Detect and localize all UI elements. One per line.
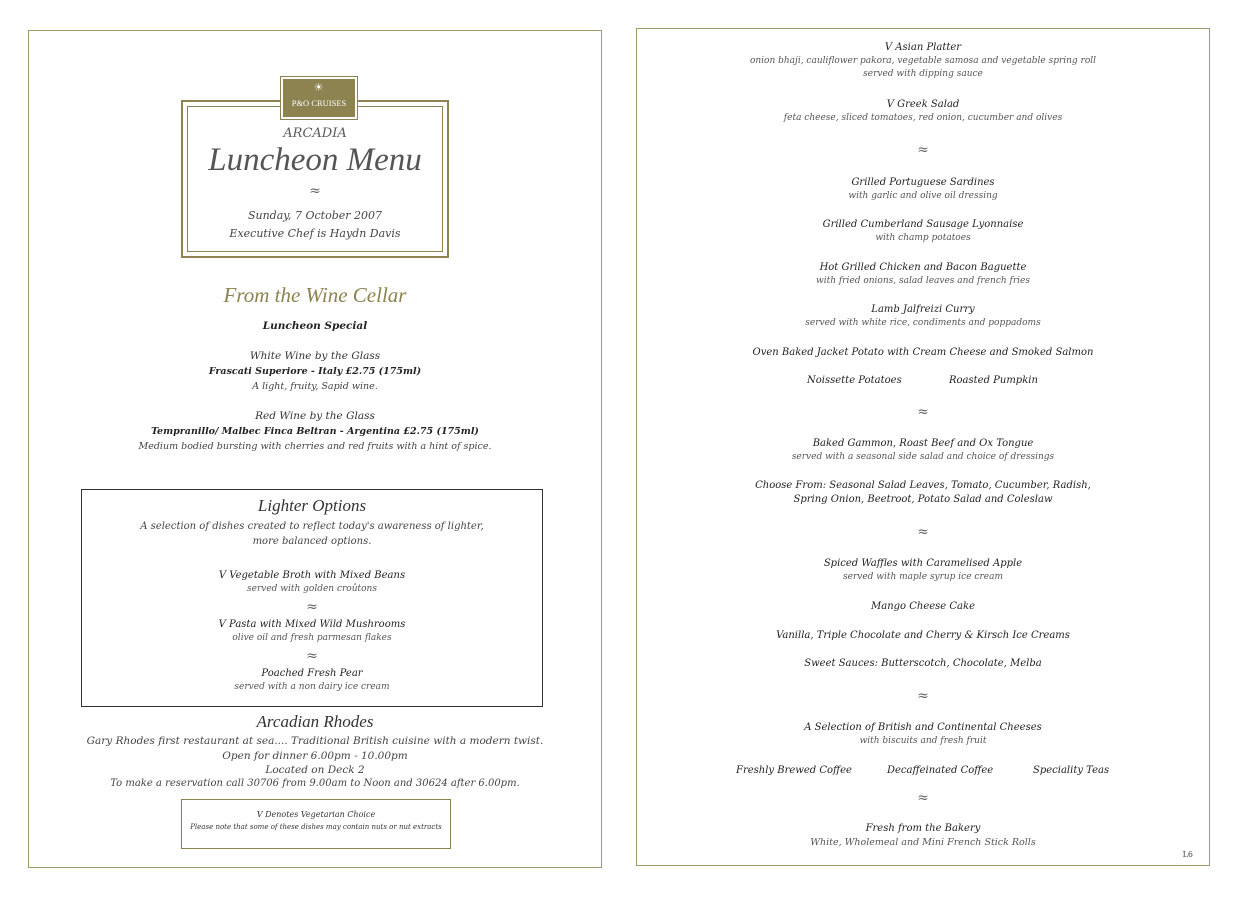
- side-dish: Noissette Potatoes: [807, 375, 902, 386]
- dish-name: Spiced Waffles with Caramelised Apple: [823, 558, 1023, 569]
- luncheon-special-label: Luncheon Special: [262, 320, 368, 332]
- page-number: L6: [1182, 850, 1193, 859]
- dish-desc: served with a seasonal side salad and choice of dressings: [791, 452, 1055, 462]
- list-item: [82, 668, 542, 692]
- dish-name: A Selection of British and Continental Cheeses: [804, 722, 1042, 733]
- red-wine-name: Tempranillo/ Malbec Finca Beltran - Argentina £2.75 (175ml): [151, 426, 479, 437]
- red-wine-title: Red Wine by the Glass: [255, 410, 375, 422]
- drink-item: Speciality Teas: [1033, 765, 1110, 776]
- list-item: [637, 219, 1209, 243]
- dish-name: Fresh from the Bakery: [865, 823, 981, 834]
- list-item: [637, 601, 1209, 612]
- dish-name: V Greek Salad: [886, 99, 960, 110]
- side-dish: Roasted Pumpkin: [949, 375, 1038, 386]
- swirl-ornament-icon: ≈: [917, 404, 929, 420]
- swirl-ornament-icon: ≈: [917, 790, 929, 806]
- lighter-options-title: Lighter Options: [257, 496, 367, 515]
- drink-item: Freshly Brewed Coffee: [736, 765, 852, 776]
- list-item: [637, 438, 1209, 462]
- dish-desc: served with maple syrup ice cream: [843, 572, 1003, 582]
- po-cruises-logo: [281, 77, 357, 119]
- dish-name: V Pasta with Mixed Wild Mushrooms: [218, 619, 406, 630]
- list-item: [637, 262, 1209, 286]
- list-item: [637, 347, 1209, 358]
- rhodes-line-1: Gary Rhodes first restaurant at sea.... Traditional British cuisine with a modern twist.: [86, 735, 544, 747]
- dish-desc: served with a non dairy ice cream: [234, 682, 390, 692]
- swirl-ornament-icon: ≈: [917, 524, 929, 540]
- rhodes-line-2: Open for dinner 6.00pm - 10.00pm: [222, 750, 408, 762]
- swirl-ornament-icon: ≈: [306, 599, 318, 615]
- dish-name: Hot Grilled Chicken and Bacon Baguette: [819, 262, 1027, 273]
- list-item: [637, 99, 1209, 123]
- lighter-options-box: [81, 489, 543, 707]
- list-item: [637, 42, 1209, 79]
- left-menu-page: [28, 30, 602, 868]
- dish-desc: onion bhaji, cauliflower pakora, vegetable samosa and vegetable spring roll: [749, 56, 1097, 66]
- dish-desc: served with dipping sauce: [863, 69, 983, 79]
- dish-name: Sweet Sauces: Butterscotch, Chocolate, Melba: [804, 658, 1042, 669]
- dish-desc: olive oil and fresh parmesan flakes: [232, 633, 392, 643]
- dish-desc: with champ potatoes: [875, 233, 971, 243]
- dish-desc: with biscuits and fresh fruit: [859, 736, 987, 746]
- arcadian-rhodes-title: Arcadian Rhodes: [256, 712, 374, 731]
- logo-brand-text: P&O CRUISES: [291, 98, 347, 108]
- dish-name: V Vegetable Broth with Mixed Beans: [218, 570, 406, 581]
- menu-title: Luncheon Menu: [208, 142, 422, 178]
- list-item: [637, 823, 1209, 848]
- drink-item: Decaffeinated Coffee: [887, 765, 994, 776]
- list-item: [637, 480, 1209, 505]
- vegetarian-note: V Denotes Vegetarian Choice: [256, 810, 376, 819]
- white-wine-desc: A light, fruity, Sapid wine.: [252, 381, 378, 392]
- list-item: [82, 619, 542, 643]
- right-menu-page: [636, 28, 1210, 866]
- dish-name: Lamb Jalfreizi Curry: [871, 304, 975, 315]
- dish-name: Choose From: Seasonal Salad Leaves, Tomato, Cucumber, Radish,: [755, 480, 1091, 491]
- list-item: [82, 570, 542, 594]
- list-item: [637, 658, 1209, 669]
- dish-name-cont: Spring Onion, Beetroot, Potato Salad and Coleslaw: [793, 494, 1053, 505]
- list-item: [637, 630, 1209, 641]
- swirl-ornament-icon: ≈: [309, 183, 321, 199]
- wine-cellar-heading: From the Wine Cellar: [223, 283, 407, 307]
- dish-desc: feta cheese, sliced tomatoes, red onion, cucumber and olives: [783, 113, 1063, 123]
- dish-desc: White, Wholemeal and Mini French Stick Rolls: [810, 837, 1036, 848]
- dish-name: Poached Fresh Pear: [261, 668, 363, 679]
- swirl-ornament-icon: ≈: [917, 142, 929, 158]
- dish-desc: served with white rice, condiments and poppadoms: [805, 318, 1041, 328]
- lighter-intro-2: more balanced options.: [252, 536, 372, 547]
- dish-desc: served with golden croûtons: [247, 584, 377, 594]
- dish-name: Mango Cheese Cake: [871, 601, 975, 612]
- swirl-ornament-icon: ≈: [306, 648, 318, 664]
- vegetarian-note-box: [181, 799, 451, 849]
- list-item: [637, 177, 1209, 201]
- dish-name: V Asian Platter: [884, 42, 962, 53]
- dish-desc: with fried onions, salad leaves and french fries: [816, 276, 1030, 286]
- dish-name: Grilled Portuguese Sardines: [851, 177, 995, 188]
- sunburst-icon: ☀: [313, 81, 325, 94]
- white-wine-title: White Wine by the Glass: [249, 350, 381, 362]
- list-item: [637, 722, 1209, 746]
- rhodes-line-4: To make a reservation call 30706 from 9.00am to Noon and 30624 after 6.00pm.: [110, 778, 520, 789]
- executive-chef: Executive Chef is Haydn Davis: [229, 227, 401, 240]
- list-item: [637, 558, 1209, 582]
- lighter-intro-1: A selection of dishes created to reflect today's awareness of lighter,: [140, 521, 484, 532]
- dish-desc: with garlic and olive oil dressing: [848, 191, 998, 201]
- ship-name: ARCADIA: [283, 126, 347, 141]
- list-item: [637, 304, 1209, 328]
- dish-name: Oven Baked Jacket Potato with Cream Cheese and Smoked Salmon: [752, 347, 1094, 358]
- nuts-warning: Please note that some of these dishes may contain nuts or nut extracts: [190, 823, 442, 831]
- red-wine-desc: Medium bodied bursting with cherries and red fruits with a hint of spice.: [138, 441, 492, 452]
- dish-name: Grilled Cumberland Sausage Lyonnaise: [822, 219, 1024, 230]
- dish-name: Vanilla, Triple Chocolate and Cherry & Kirsch Ice Creams: [776, 630, 1070, 641]
- dish-name: Baked Gammon, Roast Beef and Ox Tongue: [812, 438, 1034, 449]
- swirl-ornament-icon: ≈: [917, 688, 929, 704]
- title-frame: [181, 81, 449, 258]
- white-wine-name: Frascati Superiore - Italy £2.75 (175ml): [208, 366, 422, 377]
- rhodes-line-3: Located on Deck 2: [265, 764, 365, 776]
- menu-date: Sunday, 7 October 2007: [247, 209, 383, 222]
